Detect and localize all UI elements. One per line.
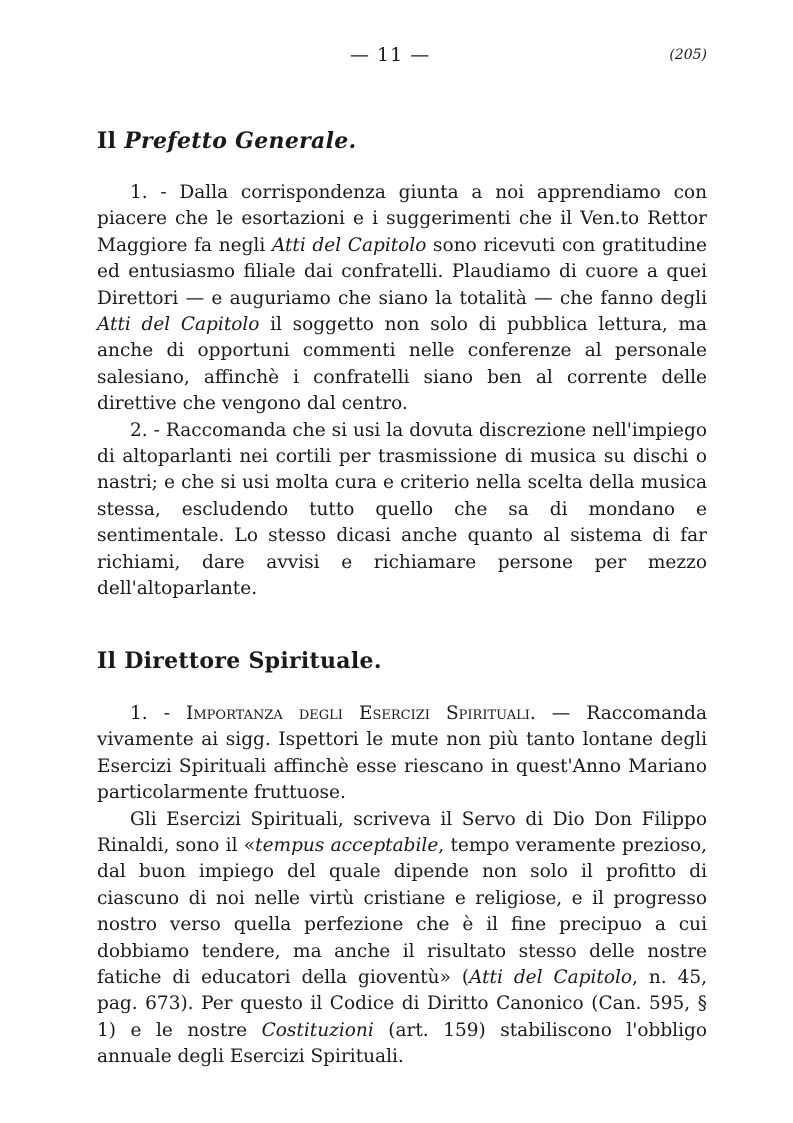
- section-body-direttore: [97, 701, 707, 1071]
- text-run: , tempo veramente prezioso, dal buon impiego del quale dipende non solo il profitto di ciascuno di noi nelle virtù cristiane e religiose, e il progresso nostro verso quella perfezione che è il fine precipuo a cui dobbiamo tendere, ma anche il risultato stesso delle nostre fatiche di educatori della gioventù» (: [97, 835, 708, 989]
- paragraph: [97, 701, 707, 807]
- paragraph: [97, 807, 707, 1071]
- section-title-direttore: Il Direttore Spirituale.: [97, 648, 382, 674]
- page-reference: (205): [669, 47, 707, 63]
- subsection-heading: Importanza degli Esercizi Spirituali.: [186, 703, 536, 724]
- italic-title: Costituzioni: [261, 1019, 374, 1041]
- italic-title: Atti del Capitolo: [271, 234, 427, 256]
- text-run: sono ricevuti con gratitudine ed entusiasmo filiale dai confratelli. Plaudiamo di cuore a quei Direttori — e auguriamo che siano la totalità — che fanno degli: [97, 234, 707, 309]
- text-run: (art. 159) stabiliscono l'obbligo annuale degli Esercizi Spirituali.: [97, 1019, 707, 1068]
- text-run: Gli Esercizi Spirituali, scriveva il Servo di Dio Don Filippo Rinaldi, sono il «: [97, 808, 707, 857]
- text-run: il soggetto non solo di pubblica lettura, ma anche di opportuni commenti nelle conferenze al personale salesiano, affinchè i confratelli siano ben al corrente delle direttive che vengono dal centro.: [97, 314, 707, 415]
- section-title-prefix: Il: [97, 128, 117, 154]
- page-header: [0, 44, 793, 74]
- paragraph: 2. - Raccomanda che si usi la dovuta discrezione nell'impiego di altoparlanti nei cortili per trasmissione di musica su dischi o nastri; e che si usi molta cura e criterio nella scelta della musica stessa, escludendo tutto quello che sa di mondano e sentimentale. Lo stesso dicasi anche quanto al sistema di far richiami, dare avvisi e richiamare persone per mezzo dell'altoparlante.: [97, 419, 707, 600]
- text-run: — Raccomanda vivamente ai sigg. Ispettori le mute non più tanto lontane degli Esercizi Spirituali affinchè esse riescano in quest'Anno Mariano particolarmente fruttuose.: [97, 703, 707, 804]
- page-number: — 11 —: [350, 44, 431, 66]
- section-title-prefetto: [97, 128, 357, 154]
- text-run: 1. -: [130, 703, 187, 724]
- italic-title: Atti del Capitolo: [469, 967, 633, 989]
- section-body-prefetto: [97, 180, 707, 603]
- italic-title: Atti del Capitolo: [97, 314, 260, 336]
- section-title-main: Prefetto Generale.: [124, 128, 357, 154]
- paragraph: [97, 180, 707, 418]
- italic-phrase: tempus acceptabile: [255, 835, 439, 857]
- text-run: , n. 45, pag. 673). Per questo il Codice di Diritto Canonico (Can. 595, § 1) e le nostre: [97, 967, 707, 1041]
- text-run: 1. - Dalla corrispondenza giunta a noi apprendiamo con piacere che le esortazioni e i suggerimenti che il Ven.to Rettor Maggiore fa negli: [97, 182, 707, 256]
